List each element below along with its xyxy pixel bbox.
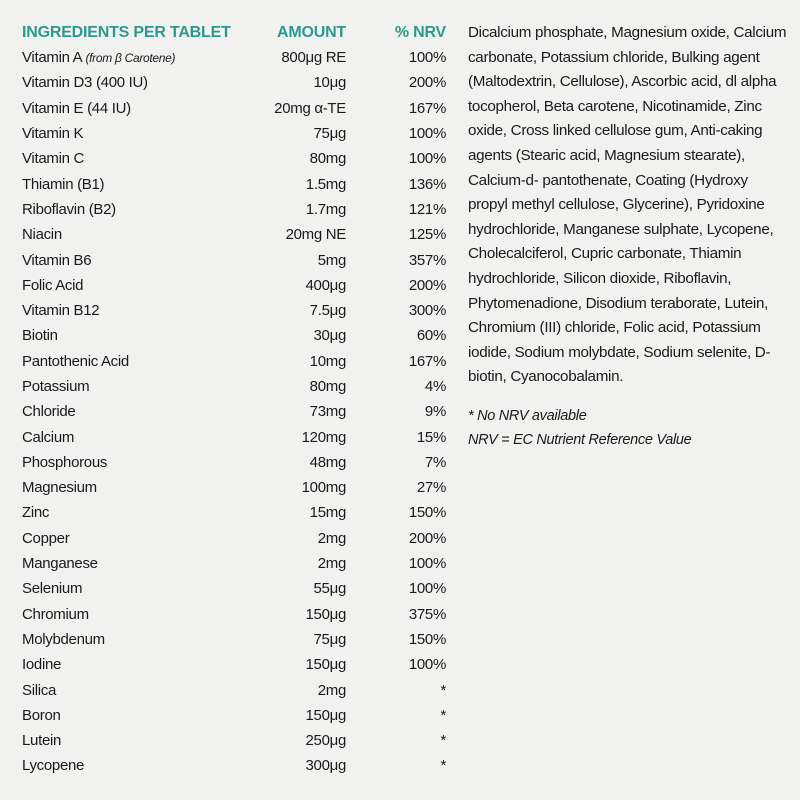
table-row [22,526,452,551]
nutrient-name-text: Vitamin C [22,150,85,168]
nutrient-source-note: (from β Carotene) [85,51,176,66]
nutrient-amount: 30μg [313,327,346,345]
nutrient-amount: 1.5mg [305,175,346,193]
table-row [22,298,452,323]
nutrient-name [22,551,232,576]
footnote-nrv-definition: NRV = EC Nutrient Reference Value [468,431,692,448]
table-row [22,247,452,272]
table-row [22,450,452,475]
table-row [22,323,452,348]
nutrient-amount: 150μg [305,656,346,674]
table-row [22,171,452,196]
nutrient-nrv: 200% [408,74,446,92]
nutrient-nrv: 150% [408,504,446,522]
table-row [22,728,452,753]
table-row [22,677,452,702]
nutrient-nrv: 300% [408,302,446,320]
table-row [22,96,452,121]
nutrient-amount: 7.5μg [309,302,346,320]
nutrient-name-text: Riboflavin (B2) [22,200,116,218]
table-row [22,349,452,374]
nutrient-name [22,323,232,348]
nutrient-name [22,677,232,702]
nutrient-amount: 55μg [313,580,346,598]
ingredients-list: Dicalcium phosphate, Magnesium oxide, Calcium carbonate, Potassium chloride, Bulking agent (Maltodextrin, Cellulose), Ascorbic acid, dl alpha tocopherol, Beta carotene, Nicotinamide, Zinc oxide, Cross linked cellulose gum, Anti-caking agents (Stearic acid, Magnesium stearate), Calcium-d- pantothenate, Coating (Hydroxy propyl methyl cellulose, Glycerine), Pyridoxine hydrochloride, Manganese sulphate, Lycopene, Cholecalciferol, Cupric carbonate, Thiamin hydrochloride, Silicon dioxide, Riboflavin, Phytomenadione, Disodium teraborate, Lutein, Chromium (III) chloride, Folic acid, Potassium iodide, Sodium molybdate, Sodium selenite, D-biotin, Cyanocobalamin. [468,24,787,386]
nutrient-name-text: Vitamin K [22,125,84,143]
nutrient-name-text: Selenium [22,580,83,598]
nutrient-name [22,602,232,627]
table-row [22,424,452,449]
table-row [22,197,452,222]
nutrient-nrv: 15% [416,428,446,446]
nutrient-name-text: Vitamin D3 (400 IU) [22,74,148,92]
nutrient-name-text: Biotin [22,327,58,345]
header-nrv: % NRV [394,23,446,41]
nutrient-name [22,627,232,652]
ingredients-section [468,21,788,452]
nutrient-name [22,526,232,551]
nutrient-nrv: 4% [424,378,446,395]
nutrient-amount: 250μg [305,732,346,750]
nutrient-name [22,121,232,146]
nutrient-name [22,146,232,171]
nutrient-table-section [22,20,446,779]
table-row [22,551,452,576]
nutrient-amount: 150μg [305,706,346,724]
nutrient-amount: 5mg [317,251,346,269]
nutrient-amount: 80mg [309,378,346,395]
table-row [22,374,452,399]
nutrient-name-text: Pantothenic Acid [22,352,129,370]
nutrient-nrv: 167% [408,99,446,117]
nutrient-nrv: 357% [408,251,446,269]
nutrient-name-text: Phosphorous [22,453,108,471]
nutrient-amount: 48mg [309,453,346,471]
nutrient-nrv: 375% [408,605,446,623]
nutrient-name [22,450,232,475]
nutrient-name [22,197,232,222]
table-row [22,500,452,525]
nutrient-name [22,273,232,298]
nutrient-amount: 10mg [309,352,346,370]
table-row [22,753,452,778]
table-row [22,146,452,171]
table-row [22,475,452,500]
nutrient-nrv: 121% [408,200,446,218]
nutrient-name [22,424,232,449]
nutrient-name-text: Lycopene [22,757,85,775]
nutrient-name [22,374,232,399]
nutrient-amount: 15mg [309,504,346,522]
nutrient-name-text: Lutein [22,732,62,750]
nutrient-name [22,247,232,272]
table-row [22,273,452,298]
table-row [22,652,452,677]
nutrient-amount: 120mg [301,428,346,446]
nutrient-name [22,399,232,424]
nutrient-nrv: 7% [424,453,446,471]
nutrient-name-text: Chromium [22,605,89,623]
nutrient-amount: 2mg [317,529,346,547]
nutrient-name-text: Vitamin A [22,49,82,67]
nutrient-name-text: Chloride [22,403,76,421]
nutrient-amount: 800μg RE [281,49,346,67]
nutrient-name [22,475,232,500]
nutrient-amount: 75μg [313,630,346,648]
nutrient-nrv: 150% [408,630,446,648]
nutrient-name [22,500,232,525]
nutrient-name-text: Folic Acid [22,276,84,294]
nutrient-nrv: * [440,681,446,699]
header-amount: AMOUNT [276,23,346,41]
table-header-row [22,20,452,45]
nutrient-name-text: Vitamin B6 [22,251,92,269]
nutrient-amount: 1.7mg [305,200,346,218]
nutrient-table [22,20,452,779]
nutrient-nrv: 136% [408,175,446,193]
nutrient-amount: 10μg [313,74,346,92]
nutrient-name-text: Silica [22,681,57,699]
nutrient-name-text: Copper [22,529,70,547]
nutrient-nrv: 125% [408,226,446,244]
nutrient-name-text: Zinc [22,504,50,522]
nutrient-name [22,753,232,778]
nutrient-amount: 73mg [309,403,346,421]
nutrient-amount: 2mg [317,555,346,573]
nutrient-nrv: * [440,757,446,775]
nutrient-name-text: Magnesium [22,479,97,497]
nutrient-name-text: Molybdenum [22,630,105,648]
nutrient-nrv: 200% [408,529,446,547]
nutrient-name [22,222,232,247]
nutrient-name-text: Vitamin E (44 IU) [22,99,131,117]
nutrient-name [22,576,232,601]
nutrient-nrv: * [440,732,446,750]
header-ingredients: INGREDIENTS PER TABLET [22,23,231,41]
nutrient-nrv: 100% [408,150,446,168]
nutrient-nrv: 100% [408,580,446,598]
nutrient-rows [22,45,452,779]
nutrient-name [22,298,232,323]
table-row [22,627,452,652]
nutrient-nrv: 100% [408,555,446,573]
nutrient-amount: 75μg [313,125,346,143]
footnote-no-nrv: * No NRV available [468,407,587,424]
nutrient-name-text: Boron [22,706,61,724]
nutrient-nrv: 100% [408,656,446,674]
nutrient-name [22,652,232,677]
table-row [22,70,452,95]
nutrient-name [22,70,232,95]
nutrient-nrv: * [440,706,446,724]
table-row [22,399,452,424]
nutrient-name [22,96,232,121]
nutrient-name-text: Niacin [22,226,62,244]
nutrient-amount: 80mg [309,150,346,168]
nutrient-nrv: 167% [408,352,446,370]
table-row [22,576,452,601]
table-row [22,121,452,146]
nutrient-nrv: 60% [416,327,446,345]
nutrient-name-text: Iodine [22,656,62,674]
nutrient-amount: 150μg [305,605,346,623]
nutrient-amount: 2mg [317,681,346,699]
nutrient-nrv: 100% [408,125,446,143]
nutrient-name [22,45,232,70]
nutrient-name-text: Potassium [22,378,90,395]
table-row [22,703,452,728]
nutrient-name [22,171,232,196]
nutrient-nrv: 200% [408,276,446,294]
table-row [22,602,452,627]
nutrient-name-text: Manganese [22,555,98,573]
nutrient-nrv: 9% [424,403,446,421]
nutrient-name [22,728,232,753]
nutrient-nrv: 100% [408,49,446,67]
table-row [22,45,452,70]
nutrient-nrv: 27% [416,479,446,497]
nutrient-amount: 100mg [301,479,346,497]
nutrient-name-text: Vitamin B12 [22,302,100,320]
nutrient-name [22,703,232,728]
nutrient-amount: 300μg [305,757,346,775]
nutrient-amount: 400μg [305,276,346,294]
nutrient-name [22,349,232,374]
nutrient-amount: 20mg NE [285,226,346,244]
footnotes [468,404,788,452]
nutrient-name-text: Thiamin (B1) [22,175,105,193]
nutrient-amount: 20mg α-TE [274,99,346,117]
nutrient-name-text: Calcium [22,428,75,446]
table-row [22,222,452,247]
